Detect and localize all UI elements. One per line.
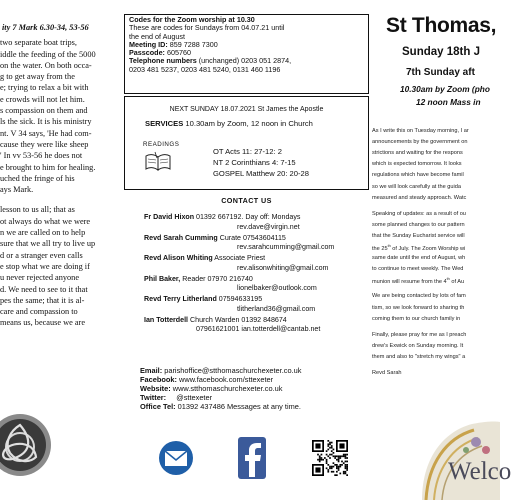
- sermon-line: means us, because we are: [0, 318, 86, 328]
- website-line: Website: www.stthomaschurchexeter.co.uk: [140, 384, 283, 393]
- contact-name: Revd Terry Litherland: [144, 295, 217, 303]
- open-bible-icon: [145, 152, 171, 172]
- letter-line: to continue to meet weekly. The Wed: [372, 266, 464, 273]
- sermon-paragraph-2: [0, 204, 117, 328]
- sermon-line: e crowds will not let him.: [0, 94, 85, 104]
- letter-line: so we will look carefully at the guida: [372, 183, 461, 190]
- readings-label: READINGS: [143, 141, 180, 148]
- meeting-id: Meeting ID: 859 7288 7300: [129, 39, 218, 49]
- contact-name: Revd Sarah Cumming: [144, 233, 218, 242]
- passcode: Passcode: 605760: [129, 48, 191, 58]
- contact-person: [144, 295, 262, 303]
- letter-line: Revd Sarah: [372, 370, 402, 376]
- zoom-heading: Codes for the Zoom worship at 10.30: [129, 15, 255, 24]
- contact-detail: 01392 667192. Day off: Mondays: [196, 213, 301, 221]
- contact-email: lionelbaker@outlook.com: [237, 284, 317, 292]
- sermon-line: ot always do what we were: [0, 216, 91, 226]
- sermon-line: d or a stranger even calls: [0, 250, 83, 260]
- letter-line: measured and steady approach. Watc: [372, 194, 467, 201]
- right-panel: [372, 0, 511, 500]
- welcome-banner-image: [412, 410, 500, 500]
- church-name: St Thomas,: [386, 14, 497, 37]
- sermon-line: e stop what we are doing if: [0, 261, 90, 271]
- letter-line: regulations which have become famil: [372, 172, 464, 179]
- reading-ot: OT Acts 11: 27-12: 2: [213, 147, 282, 156]
- letter-line: the 25th of July. The Zoom Worship wi: [372, 244, 466, 252]
- mass-time: 12 noon Mass in: [416, 97, 481, 107]
- twitter-line: Twitter: @sttexeter: [140, 393, 213, 402]
- sermon-line: ' In vv 53-56 he does not: [0, 151, 83, 161]
- sermon-line: pes the same; that it is al-: [0, 295, 85, 305]
- next-sunday-box: [124, 96, 369, 190]
- sermon-line: sure that we all try to live up: [0, 239, 96, 249]
- zoom-line-1: These are codes for Sundays from 04.07.21 until: [129, 23, 285, 33]
- sermon-line: e brought to him for healing.: [0, 162, 96, 172]
- letter-line: tism, so we look forward to sharing th: [372, 304, 465, 311]
- letter-line: some planned changes to our pattern: [372, 221, 465, 228]
- contact-email: tlitherland36@gmail.com: [237, 304, 316, 313]
- sunday-after-trinity: 7th Sunday aft: [406, 67, 475, 78]
- letter-line: same date until the end of August, wh: [372, 255, 466, 262]
- telephone-numbers-more: 0203 481 5237, 0203 481 5240, 0131 460 1196: [129, 64, 281, 74]
- zoom-line-2: the end of August: [129, 31, 185, 41]
- middle-panel: [124, 0, 371, 500]
- contact-email: rev.sarahcumming@gmail.com: [237, 243, 335, 251]
- sermon-line: nt. V 34 says, 'He had com-: [0, 128, 92, 138]
- letter-line: that the Sunday Eucharist service will: [372, 232, 465, 239]
- email-line: Email: parishoffice@stthomaschurchexeter.co.uk: [140, 366, 302, 375]
- sermon-line: iddle the feeding of the 5000: [0, 49, 96, 59]
- contact-person: [144, 275, 253, 283]
- facebook-icon: [238, 437, 266, 479]
- reading-nt: NT 2 Corinthians 4: 7-15: [213, 158, 296, 167]
- gospel-reference: ity 7 Mark 6.30-34, 53-56: [2, 23, 89, 32]
- sermon-line: care and compassion to: [0, 307, 78, 317]
- letter-line: Finally, please pray for me as I preach: [372, 331, 467, 338]
- contact-detail: Church Warden 01392 848674: [190, 315, 287, 324]
- zoom-codes-box: [124, 14, 369, 94]
- contact-person: [144, 254, 265, 262]
- sermon-line: on the water. On both occa-: [0, 60, 92, 70]
- services-line: SERVICES 10.30am by Zoom, 12 noon in Church: [145, 119, 313, 128]
- contact-name: Ian Totterdell: [144, 315, 189, 324]
- sermon-paragraph-1: [0, 37, 117, 195]
- email-icon: [158, 440, 194, 476]
- sermon-line: e; trying to relax a bit with: [0, 83, 89, 93]
- service-date: Sunday 18th J: [402, 46, 480, 58]
- letter-line: munion will resume from the 4th of Au: [372, 277, 465, 286]
- office-tel-line: Office Tel: 01392 437486 Messages at any time.: [140, 402, 301, 411]
- facebook-line: Facebook: www.facebook.com/sttexeter: [140, 375, 274, 384]
- contact-name: Fr David Hixon: [144, 213, 195, 221]
- sermon-line: d. We need to see to it that: [0, 284, 88, 294]
- trinity-knot-logo-icon: [0, 413, 52, 477]
- zoom-service-time: 10.30am by Zoom (pho: [400, 84, 490, 94]
- sermon-line: two separate boat trips,: [0, 38, 77, 48]
- contact-person: [144, 234, 286, 242]
- contact-email: 07961621001 ian.totterdell@cantab.net: [196, 325, 321, 333]
- sermon-line: g to get away from the: [0, 72, 75, 82]
- sermon-line: s compassion on them and: [0, 106, 88, 116]
- contact-email: rev.dave@virgin.net: [237, 222, 300, 231]
- contact-detail: 07594633195: [218, 295, 263, 303]
- contact-us-heading: CONTACT US: [221, 196, 272, 205]
- letter-line: which is expected tomorrow. It looks: [372, 161, 462, 168]
- sermon-line: lesson to us all; that as: [0, 205, 75, 215]
- welcome-text: Welco: [448, 458, 511, 485]
- qr-code-icon: [312, 440, 348, 476]
- contact-detail: Associate Priest: [214, 254, 266, 262]
- sermon-line: ays Mark.: [0, 185, 34, 195]
- letter-line: strictions and waiting for the respons: [372, 150, 463, 157]
- contact-person: [144, 316, 287, 324]
- left-panel: [0, 0, 117, 500]
- contact-name: Revd Alison Whiting: [144, 254, 213, 262]
- letter-line: As I write this on Tuesday morning, I ar: [372, 128, 469, 134]
- telephone-numbers: Telephone numbers (unchanged) 0203 051 2874,: [129, 56, 292, 66]
- sermon-line: n we are called on to help: [0, 228, 86, 238]
- sermon-line: ls the sick. It is his ministry: [0, 117, 92, 127]
- sermon-line: u never rejected anyone: [0, 273, 80, 283]
- letter-line: drew's Exwick on Sunday morning. It: [372, 342, 464, 349]
- contact-detail: Reader 07970 216740: [182, 274, 253, 283]
- sermon-line: cause they were like sheep: [0, 139, 89, 149]
- contact-person: [144, 213, 300, 221]
- contact-detail: Curate 07543604115: [219, 233, 286, 242]
- reading-gospel: GOSPEL Matthew 20: 20-28: [213, 169, 309, 178]
- letter-line: Speaking of updates: as a result of ou: [372, 210, 466, 217]
- letter-line: announcements by the government on: [372, 139, 468, 146]
- letter-line: We are being contacted by lots of fam: [372, 293, 466, 300]
- next-sunday-line: NEXT SUNDAY 18.07.2021 St James the Apostle: [169, 106, 324, 113]
- letter-line: coming them to our church family in: [372, 315, 461, 322]
- letter-line: them and also to "stretch my wings" a: [372, 353, 466, 360]
- contact-name: Phil Baker,: [144, 274, 181, 283]
- contact-email: rev.alisonwhiting@gmail.com: [237, 263, 329, 272]
- sermon-line: uched the fringe of his: [0, 173, 75, 183]
